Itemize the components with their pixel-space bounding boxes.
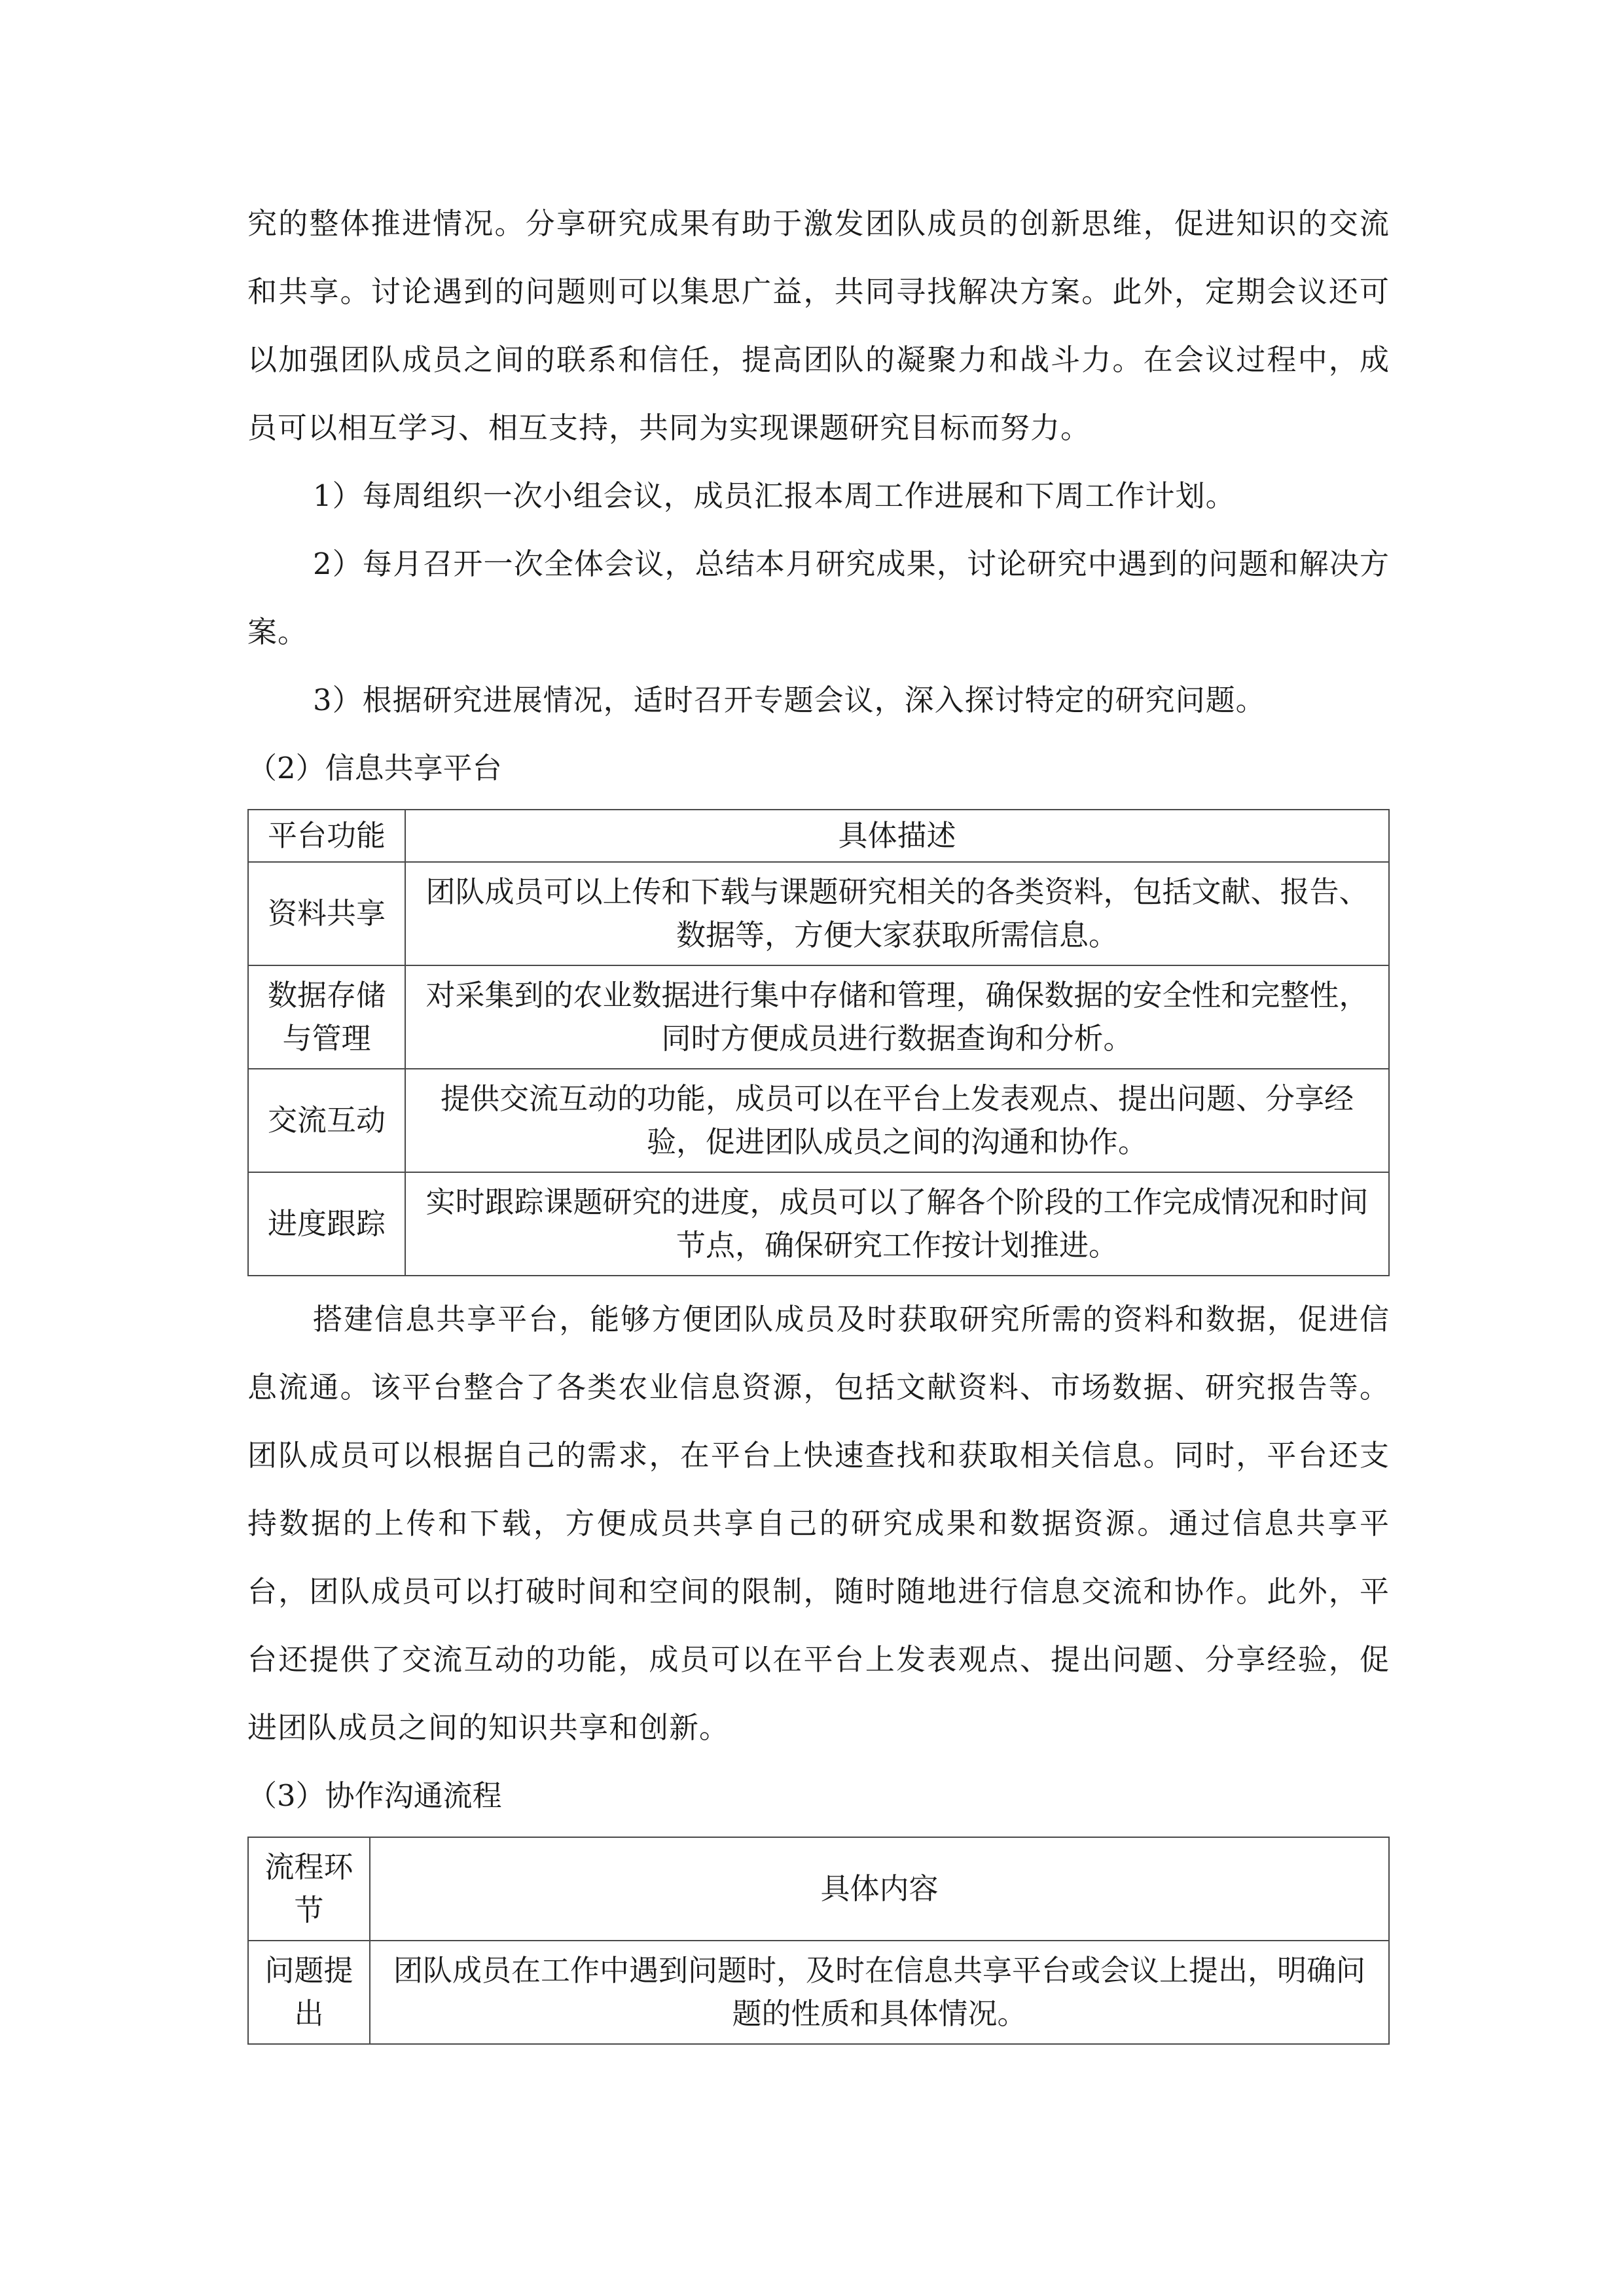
table-row: [248, 1172, 1389, 1276]
table-row: [248, 1941, 1389, 2044]
table-row: [248, 862, 1389, 965]
table-cell-description: 实时跟踪课题研究的进度，成员可以了解各个阶段的工作完成情况和时间节点，确保研究工作按计划推进。: [405, 1172, 1389, 1276]
table-row: [248, 1069, 1389, 1172]
platform-functions-table: [247, 809, 1390, 1276]
table-header-cell: 具体描述: [405, 810, 1389, 862]
table-cell-description: 提供交流互动的功能，成员可以在平台上发表观点、提出问题、分享经验，促进团队成员之间的沟通和协作。: [405, 1069, 1389, 1172]
table-cell-function: 交流互动: [248, 1069, 405, 1172]
section-heading-collaboration-process: （3）协作沟通流程: [247, 1778, 502, 1813]
table-header-cell: 具体内容: [370, 1837, 1389, 1941]
table-header-cell: 流程环节: [248, 1837, 370, 1941]
list-item-special-meeting: 3）根据研究进展情况，适时召开专题会议，深入探讨特定的研究问题。: [313, 683, 1266, 717]
paragraph-meeting-benefits: 究的整体推进情况。分享研究成果有助于激发团队成员的创新思维，促进知识的交流和共享。讨论遇到的问题则可以集思广益，共同寻找解决方案。此外，定期会议还可以加强团队成员之间的联系和信任，提高团队的凝聚力和战斗力。在会议过程中，成员可以相互学习、相互支持，共同为实现课题研究目标而努力。: [247, 206, 1390, 445]
table-cell-step: 问题提出: [248, 1941, 370, 2044]
list-item-monthly-meeting: 2）每月召开一次全体会议，总结本月研究成果，讨论研究中遇到的问题和解决方案。: [247, 547, 1390, 649]
paragraph-platform-overview: 搭建信息共享平台，能够方便团队成员及时获取研究所需的资料和数据，促进信息流通。该平台整合了各类农业信息资源，包括文献资料、市场数据、研究报告等。团队成员可以根据自己的需求，在平台上快速查找和获取相关信息。同时，平台还支持数据的上传和下载，方便成员共享自己的研究成果和数据资源。通过信息共享平台，团队成员可以打破时间和空间的限制，随时随地进行信息交流和协作。此外，平台还提供了交流互动的功能，成员可以在平台上发表观点、提出问题、分享经验，促进团队成员之间的知识共享和创新。: [247, 1302, 1390, 1745]
table-header-cell: 平台功能: [248, 810, 405, 862]
table-cell-description: 团队成员可以上传和下载与课题研究相关的各类资料，包括文献、报告、数据等，方便大家获取所需信息。: [405, 862, 1389, 965]
table-row: [248, 965, 1389, 1069]
table-cell-description: 对采集到的农业数据进行集中存储和管理，确保数据的安全性和完整性，同时方便成员进行数据查询和分析。: [405, 965, 1389, 1069]
table-header-row: [248, 810, 1389, 862]
table-cell-function: 资料共享: [248, 862, 405, 965]
table-cell-function: 数据存储与管理: [248, 965, 405, 1069]
table-header-row: [248, 1837, 1389, 1941]
table-cell-content: 团队成员在工作中遇到问题时，及时在信息共享平台或会议上提出，明确问题的性质和具体情况。: [370, 1941, 1389, 2044]
document-page: [247, 190, 1390, 2054]
list-item-weekly-meeting: 1）每周组织一次小组会议，成员汇报本周工作进展和下周工作计划。: [313, 478, 1236, 513]
section-heading-info-platform: （2）信息共享平台: [247, 751, 502, 785]
table-cell-function: 进度跟踪: [248, 1172, 405, 1276]
collaboration-process-table: [247, 1837, 1390, 2045]
